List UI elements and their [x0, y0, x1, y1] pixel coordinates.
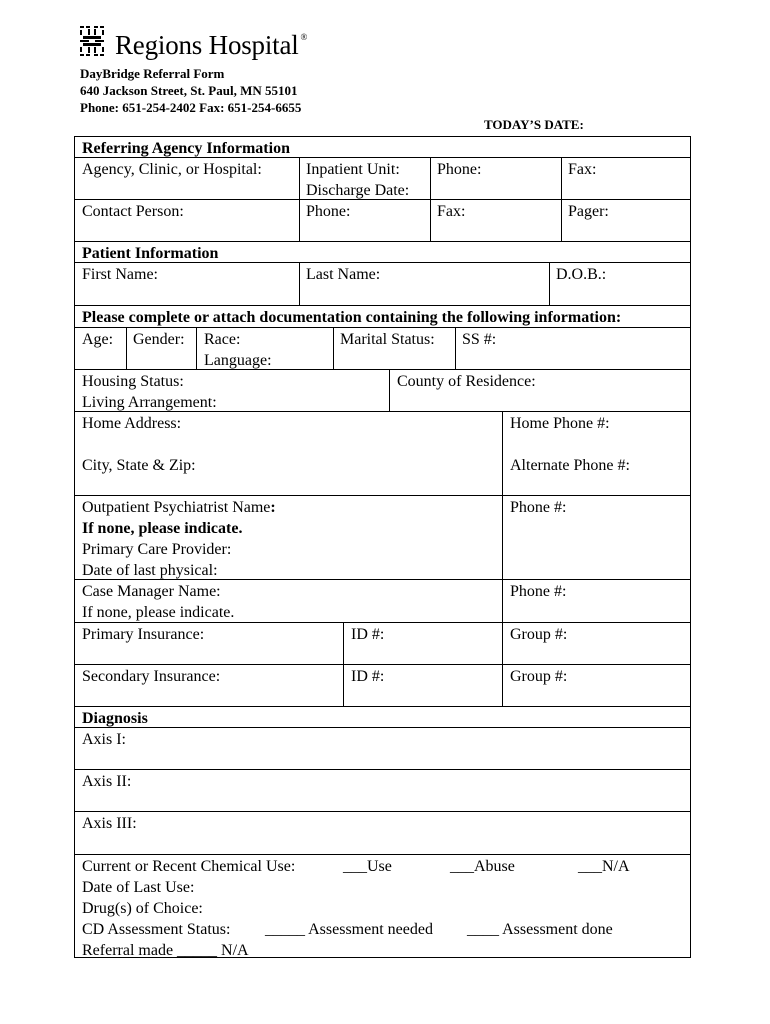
column-divider	[196, 327, 197, 369]
column-divider	[502, 622, 503, 706]
last-physical-field[interactable]: Date of last physical:	[82, 562, 218, 579]
race-field[interactable]: Race:	[204, 331, 241, 348]
row-divider	[75, 495, 690, 496]
secondary-id-field[interactable]: ID #:	[351, 668, 385, 685]
referral-form-table	[74, 136, 691, 958]
contact-fax-field[interactable]: Fax:	[437, 203, 466, 220]
todays-date-label: TODAY’S DATE:	[484, 117, 584, 132]
agency-phone-field[interactable]: Phone:	[437, 161, 482, 178]
contact-person-field[interactable]: Contact Person:	[82, 203, 184, 220]
home-address-field[interactable]: Home Address:	[82, 415, 182, 432]
agency-field[interactable]: Agency, Clinic, or Hospital:	[82, 161, 262, 178]
gender-field[interactable]: Gender:	[133, 331, 185, 348]
axis-3-field[interactable]: Axis III:	[82, 815, 137, 832]
primary-care-field[interactable]: Primary Care Provider:	[82, 541, 232, 558]
primary-insurance-field[interactable]: Primary Insurance:	[82, 626, 205, 643]
housing-status-field[interactable]: Housing Status:	[82, 373, 184, 390]
assessment-done-option[interactable]: ____ Assessment done	[467, 921, 613, 938]
age-field[interactable]: Age:	[82, 331, 114, 348]
drugs-of-choice-field[interactable]: Drug(s) of Choice:	[82, 900, 203, 917]
axis-1-field[interactable]: Axis I:	[82, 731, 126, 748]
row-divider	[75, 664, 690, 665]
form-title: DayBridge Referral Form	[80, 66, 225, 81]
psychiatrist-phone-field[interactable]: Phone #:	[510, 499, 567, 516]
row-divider	[75, 854, 690, 855]
hospital-phone-fax: Phone: 651-254-2402 Fax: 651-254-6655	[80, 100, 302, 115]
living-arrangement-field[interactable]: Living Arrangement:	[82, 394, 217, 411]
row-divider	[75, 706, 690, 707]
language-field[interactable]: Language:	[204, 352, 272, 369]
row-divider	[75, 305, 690, 306]
abuse-option[interactable]: ___Abuse	[450, 858, 515, 875]
referral-made-option[interactable]: Referral made _____ N/A	[82, 942, 249, 959]
column-divider	[343, 622, 344, 706]
column-divider	[561, 157, 562, 241]
referring-agency-heading: Referring Agency Information	[82, 140, 290, 157]
outpatient-psychiatrist-field[interactable]: Outpatient Psychiatrist Name:	[82, 499, 276, 516]
na-option[interactable]: ___N/A	[578, 858, 630, 875]
documentation-heading: Please complete or attach documentation containing the following information:	[82, 309, 622, 326]
patient-info-heading: Patient Information	[82, 245, 219, 262]
ss-field[interactable]: SS #:	[462, 331, 497, 348]
contact-phone-field[interactable]: Phone:	[306, 203, 351, 220]
agency-fax-field[interactable]: Fax:	[568, 161, 597, 178]
case-manager-field[interactable]: Case Manager Name:	[82, 583, 221, 600]
home-phone-field[interactable]: Home Phone #:	[510, 415, 610, 432]
regions-cross-icon	[80, 26, 106, 60]
county-field[interactable]: County of Residence:	[397, 373, 536, 390]
primary-group-field[interactable]: Group #:	[510, 626, 568, 643]
row-divider	[75, 727, 690, 728]
column-divider	[333, 327, 334, 369]
city-state-zip-field[interactable]: City, State & Zip:	[82, 457, 196, 474]
chemical-use-label: Current or Recent Chemical Use:	[82, 858, 296, 875]
primary-id-field[interactable]: ID #:	[351, 626, 385, 643]
column-divider	[430, 157, 431, 241]
last-name-field[interactable]: Last Name:	[306, 266, 381, 283]
if-none-note-bold: If none, please indicate.	[82, 520, 243, 537]
secondary-insurance-field[interactable]: Secondary Insurance:	[82, 668, 221, 685]
cd-assessment-label: CD Assessment Status:	[82, 921, 231, 938]
date-last-use-field[interactable]: Date of Last Use:	[82, 879, 195, 896]
case-manager-phone-field[interactable]: Phone #:	[510, 583, 567, 600]
first-name-field[interactable]: First Name:	[82, 266, 158, 283]
axis-2-field[interactable]: Axis II:	[82, 773, 132, 790]
column-divider	[389, 369, 390, 411]
column-divider	[455, 327, 456, 369]
row-divider	[75, 769, 690, 770]
diagnosis-heading: Diagnosis	[82, 710, 148, 727]
column-divider	[549, 262, 550, 305]
column-divider	[299, 157, 300, 241]
secondary-group-field[interactable]: Group #:	[510, 668, 568, 685]
if-none-note: If none, please indicate.	[82, 604, 235, 621]
column-divider	[126, 327, 127, 369]
column-divider	[299, 262, 300, 305]
row-divider	[75, 241, 690, 242]
discharge-date-field[interactable]: Discharge Date:	[306, 182, 410, 199]
inpatient-unit-field[interactable]: Inpatient Unit:	[306, 161, 400, 178]
hospital-address: 640 Jackson Street, St. Paul, MN 55101	[80, 83, 298, 98]
row-divider	[75, 369, 690, 370]
logo-wordmark: Regions Hospital ®	[115, 30, 308, 60]
use-option[interactable]: ___Use	[343, 858, 392, 875]
alternate-phone-field[interactable]: Alternate Phone #:	[510, 457, 630, 474]
dob-field[interactable]: D.O.B.:	[556, 266, 607, 283]
marital-status-field[interactable]: Marital Status:	[340, 331, 435, 348]
row-divider	[75, 811, 690, 812]
assessment-needed-option[interactable]: _____ Assessment needed	[265, 921, 433, 938]
column-divider	[502, 411, 503, 622]
pager-field[interactable]: Pager:	[568, 203, 609, 220]
